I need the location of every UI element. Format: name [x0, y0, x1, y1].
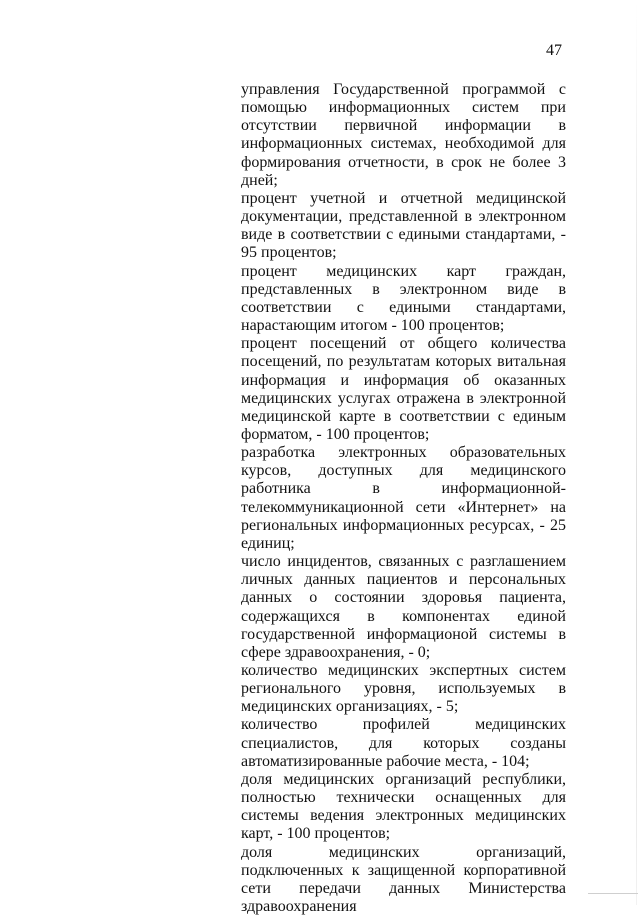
- body-text: [241, 81, 566, 916]
- page-number: 47: [546, 42, 562, 59]
- paragraph-visits-vital-info: процент посещений от общего количества посещений, по результатам которых витальная информация и информация об оказанных медицинских услугах отражена в электронной медицинской карте в соответствии с единым форматом, - 100 процентов;: [241, 335, 566, 443]
- paragraph-expert-systems: количество медицинских экспертных систем регионального уровня, используемых в медицинских организациях, - 5;: [241, 662, 566, 716]
- paragraph-network-connection: доля медицинских организаций, подключенных к защищенной корпоративной сети передачи данных Министерства здравоохранения: [241, 843, 566, 916]
- paragraph-medical-cards: процент медицинских карт граждан, представленных в электронном виде в соответствии с едиными стандартами, нарастающим итогом - 100 процентов;: [241, 262, 566, 335]
- paragraph-educational-courses: разработка электронных образовательных курсов, доступных для медицинского работника в информационной-телекоммуникационной сети «Интернет» на региональных информационных ресурсах, - 25 единиц;: [241, 444, 566, 552]
- paragraph-electronic-documentation: процент учетной и отчетной медицинской документации, представленной в электронном виде в соответствии с едиными стандартами, - 95 процентов;: [241, 189, 566, 262]
- paragraph-workstations: количество профилей медицинских специалистов, для которых созданы автоматизированные рабочие места, - 104;: [241, 716, 566, 770]
- scan-edge-line: [636, 0, 637, 905]
- paragraph-data-incidents: число инцидентов, связанных с разглашением личных данных пациентов и персональных данных о состоянии здоровья пациента, содержащихся в компонентах единой государственной информационой системы в сфере здравоохранения, - 0;: [241, 553, 566, 661]
- scan-corner-mark: [588, 893, 638, 894]
- paragraph-program-management: управления Государственной программой с помощью информационных систем при отсутствии первичной информации в информационных системах, необходимой для формирования отчетности, в срок не более 3 дней;: [241, 81, 566, 189]
- paragraph-equipped-organizations: доля медицинских организаций республики, полностью технически оснащенных для системы ведения электронных медицинских карт, - 100 процентов;: [241, 770, 566, 843]
